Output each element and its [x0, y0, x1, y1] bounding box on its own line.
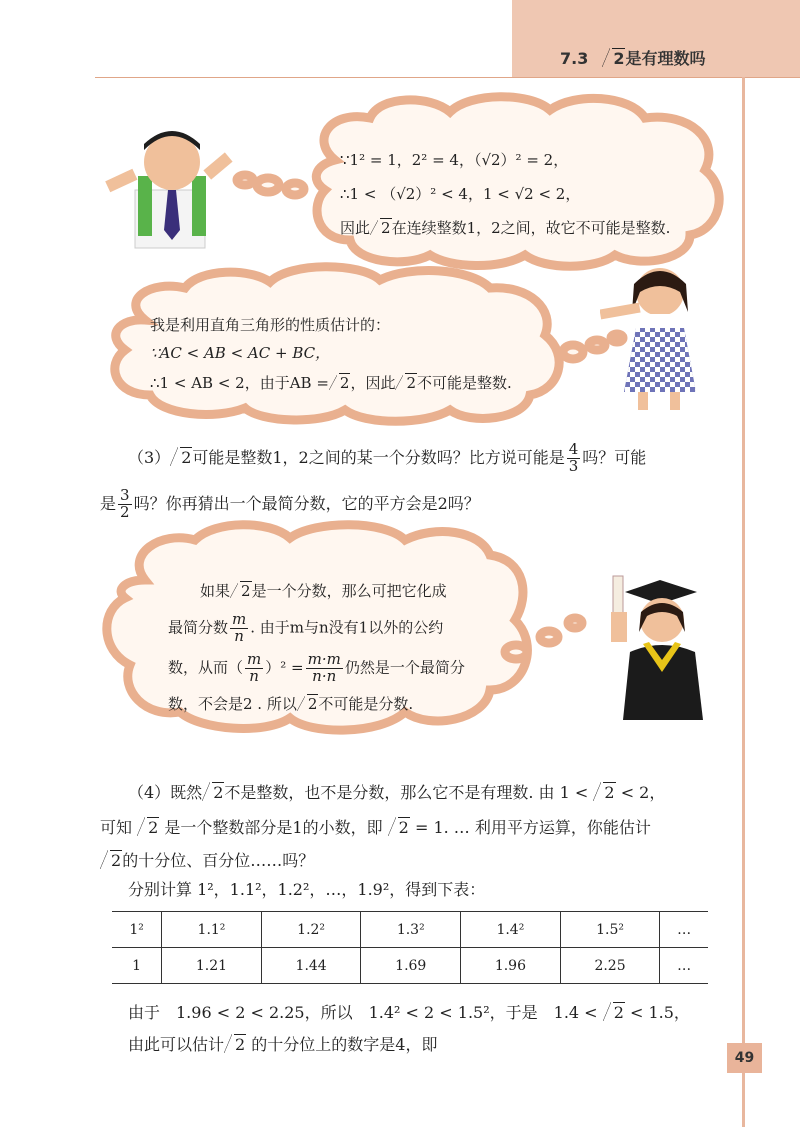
table-cell: 1.21	[162, 948, 262, 984]
graduate-girl-illustration	[605, 572, 710, 722]
q4-line2: 可知 2 是一个整数部分是1的小数，即 2 = 1. … 利用平方运算，你能估计	[100, 818, 651, 837]
table-cell: 1.2²	[261, 912, 361, 948]
conclusion-line2: 由此可以估计 2 的十分位上的数字是4，即	[128, 1035, 438, 1054]
sqrt-symbol: 2	[224, 1035, 246, 1054]
table-cell: …	[660, 912, 708, 948]
fraction-m-n: $\frac{m}{n}$	[247, 650, 262, 685]
bubble3-line1: 如果 2是一个分数，那么可把它化成	[200, 582, 447, 600]
bubble2-line1: 我是利用直角三角形的性质估计的：	[150, 316, 391, 334]
sqrt-symbol: 2	[202, 783, 224, 802]
page-number: 49	[727, 1043, 762, 1073]
table-cell: 1.1²	[162, 912, 262, 948]
girl-illustration	[600, 262, 720, 412]
sqrt-symbol: 2	[370, 221, 392, 236]
sqrt-symbol: 2	[593, 783, 615, 802]
conclusion-line1: 由于 1.96 < 2 < 2.25，所以 1.4² < 2 < 1.5²，于是 1.4 < 2 < 1.5，	[128, 1003, 690, 1022]
q4-line4: 分别计算 1²，1.1²，1.2²，…，1.9²，得到下表：	[128, 880, 486, 899]
fraction-m-n: $\frac{m}{n}$	[232, 610, 247, 645]
table-cell: 2.25	[560, 948, 660, 984]
q3-line2: 是 $\frac{3}{2}$ 吗？你再猜出一个最简分数，它的平方会是2吗？	[100, 486, 480, 521]
table-row	[112, 948, 708, 984]
sqrt-symbol: 2	[137, 818, 159, 837]
sqrt-symbol: 2	[170, 448, 192, 467]
section-title: 是有理数吗	[625, 49, 706, 68]
table-cell: 1²	[112, 912, 162, 948]
bubble3-line3: 数，从而（ $\frac{m}{n}$ ）² = $\frac{m\cdot m}{n\cdot n}$ 仍然是一个最简分	[168, 650, 465, 685]
sqrt-symbol: 2	[297, 697, 319, 712]
sqrt-symbol: 2	[230, 584, 252, 599]
bubble1-line2: ∴1 < （√2）² < 4，1 < √2 < 2，	[340, 185, 581, 203]
table-cell: 1.96	[461, 948, 561, 984]
bubble2-line2: ∵AC < AB < AC + BC，	[150, 344, 331, 362]
fraction-4-3: $\frac{4}{3}$	[568, 440, 579, 475]
bubble1-line1: ∵1² = 1，2² = 4，（√2）² = 2，	[340, 151, 569, 169]
boy-illustration	[100, 120, 235, 250]
thought-cloud-1	[316, 97, 719, 267]
q4-line1: （4）既然 2不是整数，也不是分数，那么它不是有理数. 由 1 < 2 < 2，	[128, 783, 666, 802]
sqrt-symbol: 2	[329, 376, 351, 391]
sqrt-symbol: 2	[395, 376, 417, 391]
q3-line1: （3） 2可能是整数1，2之间的某一个分数吗？比方说可能是 $\frac{4}{3}$ 吗？可能	[128, 440, 647, 475]
bubble3-line4: 数，不会是2 . 所以 2不可能是分数.	[168, 695, 414, 713]
table-cell: 1.4²	[461, 912, 561, 948]
q4-line3: 2的十分位、百分位……吗？	[100, 848, 314, 871]
table-cell: 1.5²	[560, 912, 660, 948]
table-cell: 1.69	[361, 948, 461, 984]
sqrt-symbol: 2	[100, 851, 122, 870]
table-cell: 1	[112, 948, 162, 984]
squares-table	[112, 911, 708, 984]
sqrt-symbol: 2	[603, 1003, 625, 1022]
table-header-row	[112, 912, 708, 948]
table-cell: …	[660, 948, 708, 984]
bubble3-line2: 最简分数 $\frac{m}{n}$ . 由于m与n没有1以外的公约	[168, 610, 444, 645]
sqrt-symbol: 2	[602, 49, 625, 68]
table-cell: 1.44	[261, 948, 361, 984]
fraction-3-2: $\frac{3}{2}$	[120, 486, 130, 521]
table-cell: 1.3²	[361, 912, 461, 948]
bubble2-line3: ∴1 < AB < 2，由于AB = 2，因此 2不可能是整数.	[150, 374, 512, 392]
section-number: 7.3	[560, 49, 589, 68]
bubble1-line3: 因此 2在连续整数1，2之间，故它不可能是整数.	[340, 219, 671, 237]
sqrt-symbol: 2	[388, 818, 410, 837]
fraction-mm-nn: $\frac{m\cdot m}{n\cdot n}$	[307, 650, 341, 685]
